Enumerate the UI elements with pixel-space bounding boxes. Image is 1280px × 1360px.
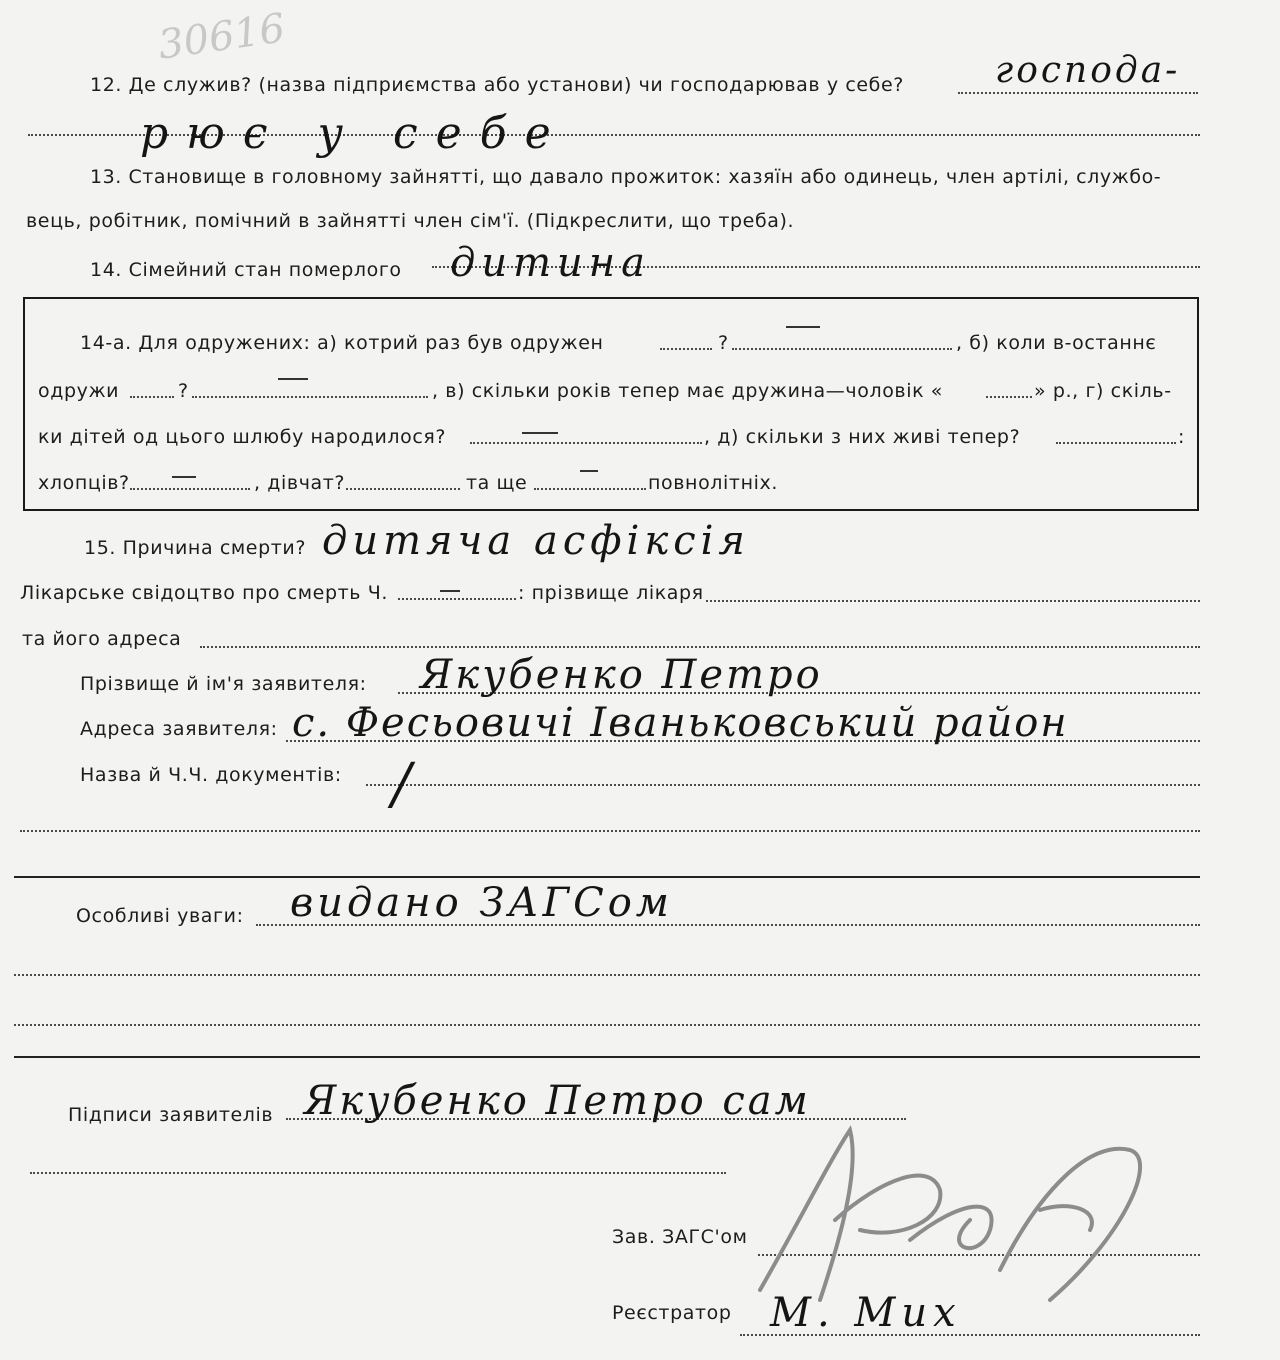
documents-value: / xyxy=(392,752,411,817)
medical-label-a: Лікарське свідоцтво про смерть Ч. xyxy=(20,582,388,604)
applicant-signature-label: Підписи заявителів xyxy=(68,1104,274,1126)
applicant-name-value: Якубенко Петро xyxy=(420,652,823,698)
doctor-name-line xyxy=(706,600,1200,602)
married-info-box xyxy=(23,297,1199,511)
remarks-line-3 xyxy=(14,1024,1200,1026)
remarks-label: Особливі уваги: xyxy=(76,905,244,927)
q12-answer-1: господа- xyxy=(995,50,1181,91)
q14a-line1-dash xyxy=(786,326,820,328)
q14a-line3-dots-2 xyxy=(1056,442,1176,444)
applicant-address-label: Адреса заявителя: xyxy=(80,718,278,740)
medical-label-c: та його адреса xyxy=(22,628,182,650)
doctor-address-line xyxy=(200,646,1200,648)
q14a-line3-dash xyxy=(522,432,558,434)
archive-number-stamp: 30616 xyxy=(155,5,288,69)
q14-answer: дитина xyxy=(450,240,651,286)
q14a-line2-dots-3 xyxy=(986,396,1032,398)
q14a-line1-dots-1 xyxy=(660,348,712,350)
q14a-line3-a: ки дітей од цього шлюбу народилося? xyxy=(38,426,447,448)
head-label: Зав. ЗАГС'ом xyxy=(612,1226,748,1248)
q14a-line4-a: хлопців? xyxy=(38,472,130,494)
applicant-address-value: с. Фесьовичі Іваньковський район xyxy=(292,700,1069,746)
section-divider-1 xyxy=(14,876,1200,878)
medical-label-b: : прізвище лікаря xyxy=(518,582,704,604)
q14a-line2-q: ? xyxy=(178,380,189,402)
q14a-line3-c: : xyxy=(1178,426,1186,448)
q14a-line4-b: , дівчат? xyxy=(254,472,346,494)
q14a-line1-q: ? xyxy=(718,332,729,354)
q12-line xyxy=(958,92,1198,94)
q14a-line2-dots-2 xyxy=(192,396,428,398)
head-signature-scribble xyxy=(740,1100,1180,1320)
q14a-line4-d: повнолітніх. xyxy=(648,472,778,494)
q14a-line2-a: одружи xyxy=(38,380,120,402)
q14a-line4-dots-2 xyxy=(346,488,460,490)
q12-answer-2: рює у себе xyxy=(140,108,569,159)
section-divider-2 xyxy=(14,1056,1200,1058)
q14a-line3-b: , д) скільки з них живі тепер? xyxy=(704,426,1021,448)
q14a-line2-dots-1 xyxy=(130,396,174,398)
remarks-line-2 xyxy=(14,974,1200,976)
q14a-line2-dash xyxy=(278,378,308,380)
q14a-line1-dots-2 xyxy=(732,348,952,350)
q14a-line3-dots-1 xyxy=(470,442,702,444)
q14a-line4-c: та ще xyxy=(466,472,528,494)
applicant-signature-value: Якубенко Петро сам xyxy=(304,1078,811,1124)
q14a-line4-dash-1 xyxy=(172,476,196,478)
q14a-line4-dots-3 xyxy=(534,488,646,490)
documents-label: Назва й Ч.Ч. документів: xyxy=(80,764,342,786)
registrar-label: Реєстратор xyxy=(612,1302,732,1324)
q14a-line4-dots-1 xyxy=(130,488,250,490)
q14a-line1-b: , б) коли в-останнє xyxy=(956,332,1157,354)
q14a-line2-c: » р., г) скіль- xyxy=(1034,380,1172,402)
medical-number-line xyxy=(398,598,516,600)
q14-label: 14. Сімейний стан померлого xyxy=(90,259,402,281)
registrar-signature-value: М. Мих xyxy=(770,1290,962,1336)
q15-answer: дитяча асфіксія xyxy=(322,518,750,564)
applicant-name-label: Прізвище й ім'я заявителя: xyxy=(80,673,367,695)
q14a-line1-a: 14-а. Для одружених: а) котрий раз був одружен xyxy=(80,332,604,354)
remarks-value: видано ЗАГСом xyxy=(290,880,673,926)
q13-line2: вець, робітник, помічний в зайнятті член сім'ї. (Підкреслити, що треба). xyxy=(26,210,795,232)
q14a-line4-dash-2 xyxy=(580,470,598,472)
documents-line xyxy=(366,784,1200,786)
applicant-signature-line-2 xyxy=(30,1172,726,1174)
q12-label: 12. Де служив? (назва підприємства або установи) чи господарював у себе? xyxy=(90,74,904,96)
medical-number-dash xyxy=(440,590,460,592)
q14a-line2-b: , в) скільки років тепер має дружина—чоловік « xyxy=(432,380,944,402)
q15-label: 15. Причина смерти? xyxy=(84,537,307,559)
documents-line-2 xyxy=(20,830,1200,832)
q13-line1: 13. Становище в головному зайнятті, що давало прожиток: хазяїн або одинець, член артілі, службо- xyxy=(90,166,1162,188)
